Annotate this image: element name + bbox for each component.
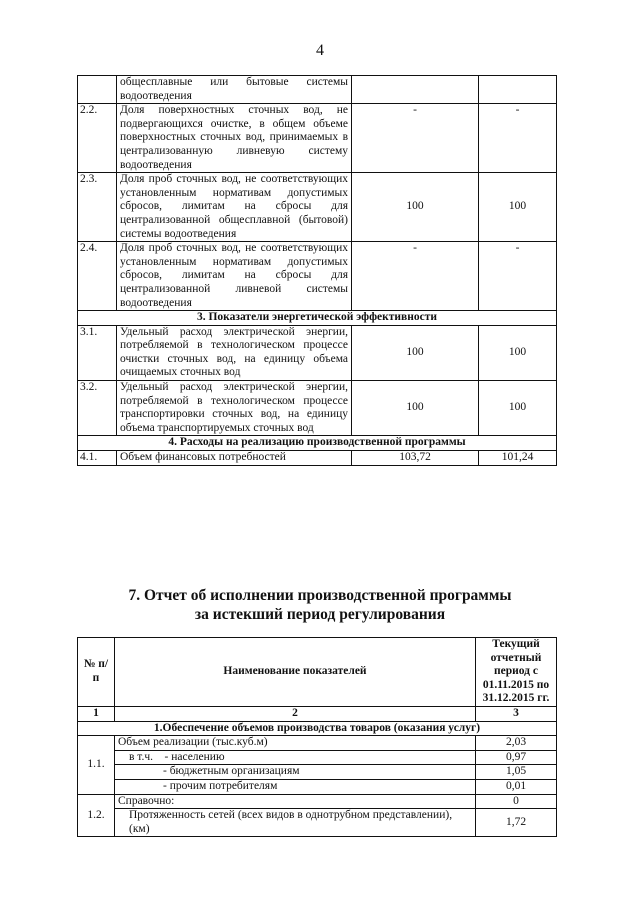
index-row <box>78 706 557 721</box>
section-row <box>78 721 557 736</box>
section-7-title <box>0 586 640 624</box>
section-7-title-line1: 7. Отчет об исполнении производственной программы <box>128 587 512 604</box>
index-2: 2 <box>115 706 476 721</box>
table-row <box>78 736 557 751</box>
value-col1 <box>352 76 479 104</box>
group-number: 1.2. <box>78 794 115 837</box>
row-value: 0 <box>476 794 557 809</box>
row-label: - прочим потребителям <box>115 779 476 794</box>
value-col2 <box>479 76 557 104</box>
table-row <box>78 779 557 794</box>
table-row <box>78 76 557 104</box>
row-value: 1,05 <box>476 765 557 780</box>
value-col1: 100 <box>352 173 479 242</box>
value-col2: 100 <box>479 381 557 436</box>
value-col2: - <box>479 242 557 311</box>
row-description: общесплавные или бытовые системы водоотведения <box>117 76 352 104</box>
row-value: 0,01 <box>476 779 557 794</box>
header-name: Наименование показателей <box>115 638 476 707</box>
header-period: Текущий отчетный период с 01.11.2015 по 31.12.2015 гг. <box>476 638 557 707</box>
section-7-title-line2: за истекший период регулирования <box>194 606 446 623</box>
table-row <box>78 750 557 765</box>
report-table <box>77 637 557 837</box>
indicators-table <box>77 75 557 466</box>
table-row <box>78 765 557 780</box>
row-value: 2,03 <box>476 736 557 751</box>
page-number: 4 <box>316 42 324 59</box>
header-number: № п/п <box>78 638 115 707</box>
row-value: 0,97 <box>476 750 557 765</box>
row-description: Доля проб сточных вод, не соответствующих установленным нормативам допустимых сбросов, лимитам на сбросы для централизованной общесплавной (бытовой) системы водоотведения <box>117 173 352 242</box>
value-col1: 103,72 <box>352 451 479 466</box>
row-label: в т.ч. - населению <box>115 750 476 765</box>
section-title: 4. Расходы на реализацию производственной программы <box>78 436 557 451</box>
table-row <box>78 381 557 436</box>
row-label: Протяженность сетей (всех видов в однотрубном представлении), (км) <box>115 809 476 837</box>
section-row <box>78 436 557 451</box>
row-description: Объем финансовых потребностей <box>117 451 352 466</box>
section-title: 3. Показатели энергетической эффективности <box>78 311 557 326</box>
row-number: 3.2. <box>78 381 117 436</box>
table-row <box>78 809 557 837</box>
group-number: 1.1. <box>78 736 115 794</box>
value-col2: - <box>479 104 557 173</box>
value-col1: 100 <box>352 381 479 436</box>
row-label: - бюджетным организациям <box>115 765 476 780</box>
section-row <box>78 311 557 326</box>
value-col1: 100 <box>352 325 479 380</box>
index-3: 3 <box>476 706 557 721</box>
row-number: 2.2. <box>78 104 117 173</box>
table-row <box>78 104 557 173</box>
row-number: 3.1. <box>78 325 117 380</box>
row-label: Справочно: <box>115 794 476 809</box>
row-description: Доля проб сточных вод, не соответствующих установленным нормативам допустимых сбросов, лимитам на сбросы для централизованной ливневой системы водоотведения <box>117 242 352 311</box>
header-row <box>78 638 557 707</box>
value-col2: 100 <box>479 325 557 380</box>
value-col2: 100 <box>479 173 557 242</box>
row-number: 2.3. <box>78 173 117 242</box>
row-number: 2.4. <box>78 242 117 311</box>
row-value: 1,72 <box>476 809 557 837</box>
row-description: Удельный расход электрической энергии, потребляемой в технологическом процессе очистки сточных вод, на единицу объема очищаемых сточных вод <box>117 325 352 380</box>
table-row <box>78 173 557 242</box>
table-row <box>78 242 557 311</box>
value-col1: - <box>352 104 479 173</box>
row-label: Объем реализации (тыс.куб.м) <box>115 736 476 751</box>
table-row <box>78 451 557 466</box>
value-col1: - <box>352 242 479 311</box>
index-1: 1 <box>78 706 115 721</box>
table-row <box>78 325 557 380</box>
row-number <box>78 76 117 104</box>
section-title: 1.Обеспечение объемов производства товаров (оказания услуг) <box>78 721 557 736</box>
row-description: Удельный расход электрической энергии, потребляемой в технологическом процессе транспортировки сточных вод, на единицу объема транспортируемых сточных вод <box>117 381 352 436</box>
row-number: 4.1. <box>78 451 117 466</box>
row-description: Доля поверхностных сточных вод, не подвергающихся очистке, в общем объеме поверхностных сточных вод, принимаемых в централизованную ливневую систему водоотведения <box>117 104 352 173</box>
table-row <box>78 794 557 809</box>
value-col2: 101,24 <box>479 451 557 466</box>
